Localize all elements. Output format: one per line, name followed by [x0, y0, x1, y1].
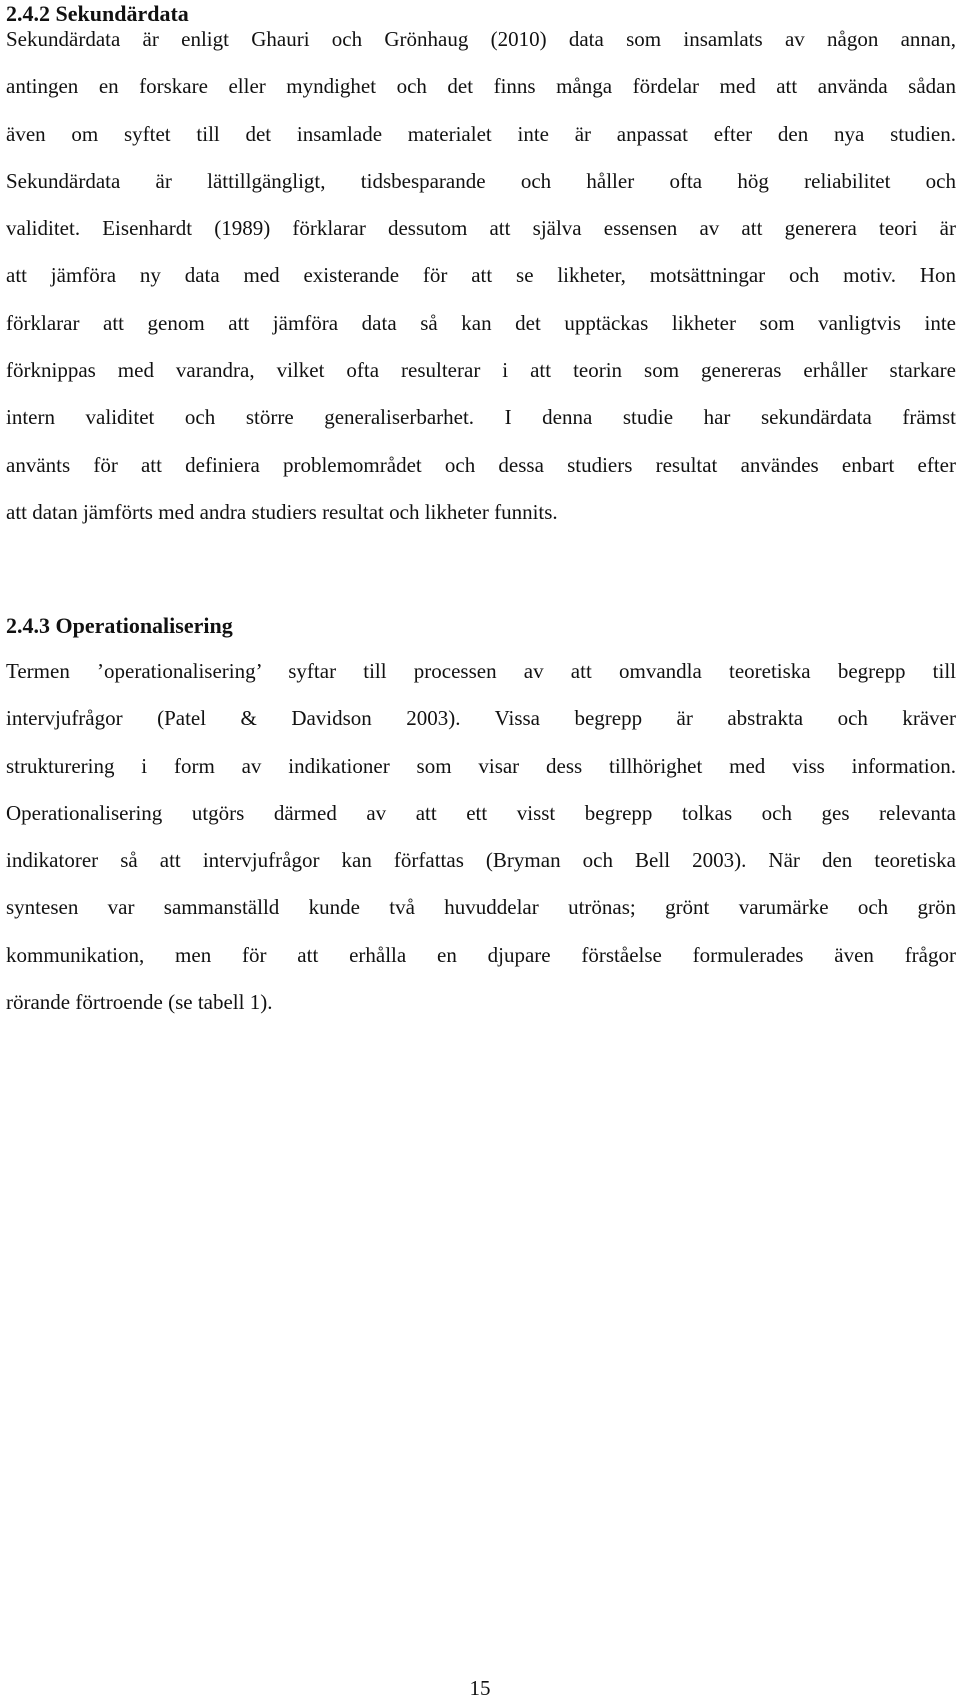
- text-line: Sekundärdata är enligt Ghauri och Grönhaug (2010) data som insamlats av någon annan,: [6, 27, 956, 51]
- text-line: strukturering i form av indikationer som visar dess tillhörighet med viss information.: [6, 753, 956, 778]
- paragraph-operationalisering: [6, 648, 956, 1026]
- text-line: förknippas med varandra, vilket ofta resulterar i att teorin som genereras erhåller starkare: [6, 358, 956, 383]
- text-line: syntesen var sammanställd kunde två huvuddelar utrönas; grönt varumärke och grön: [6, 895, 956, 920]
- page-number: 15: [469, 1676, 491, 1700]
- text-line: att jämföra ny data med existerande för att se likheter, motsättningar och motiv. Hon: [6, 263, 956, 288]
- section-heading-operationalisering: 2.4.3 Operationalisering: [6, 613, 233, 638]
- text-line: förklarar att genom att jämföra data så kan det upptäckas likheter som vanligtvis inte: [6, 310, 956, 335]
- text-line: validitet. Eisenhardt (1989) förklarar dessutom att själva essensen av att generera teori är: [6, 216, 956, 241]
- text-line: kommunikation, men för att erhålla en djupare förståelse formulerades även frågor: [6, 942, 956, 967]
- text-line: även om syftet till det insamlade materialet inte är anpassat efter den nya studien.: [6, 121, 956, 146]
- text-line: Termen ’operationalisering’ syftar till processen av att omvandla teoretiska begrepp till: [6, 659, 956, 683]
- text-line: antingen en forskare eller myndighet och det finns många fördelar med att använda sådan: [6, 74, 956, 99]
- paragraph-sekundardata: [6, 16, 956, 536]
- section-heading-sekundardata: 2.4.2 Sekundärdata: [6, 1, 189, 26]
- document-page: [6, 0, 956, 1015]
- text-line: rörande förtroende (se tabell 1).: [6, 990, 273, 1015]
- text-line: Operationalisering utgörs därmed av att ett visst begrepp tolkas och ges relevanta: [6, 800, 956, 825]
- text-line: intern validitet och större generaliserbarhet. I denna studie har sekundärdata främst: [6, 405, 956, 430]
- text-line: intervjufrågor (Patel & Davidson 2003). Vissa begrepp är abstrakta och kräver: [6, 706, 956, 731]
- text-line: använts för att definiera problemområdet och dessa studiers resultat användes enbart efter: [6, 452, 956, 477]
- text-line: Sekundärdata är lättillgängligt, tidsbesparande och håller ofta hög reliabilitet och: [6, 168, 956, 193]
- text-line: att datan jämförts med andra studiers resultat och likheter funnits.: [6, 499, 558, 524]
- text-line: indikatorer så att intervjufrågor kan författas (Bryman och Bell 2003). När den teoretiska: [6, 848, 956, 873]
